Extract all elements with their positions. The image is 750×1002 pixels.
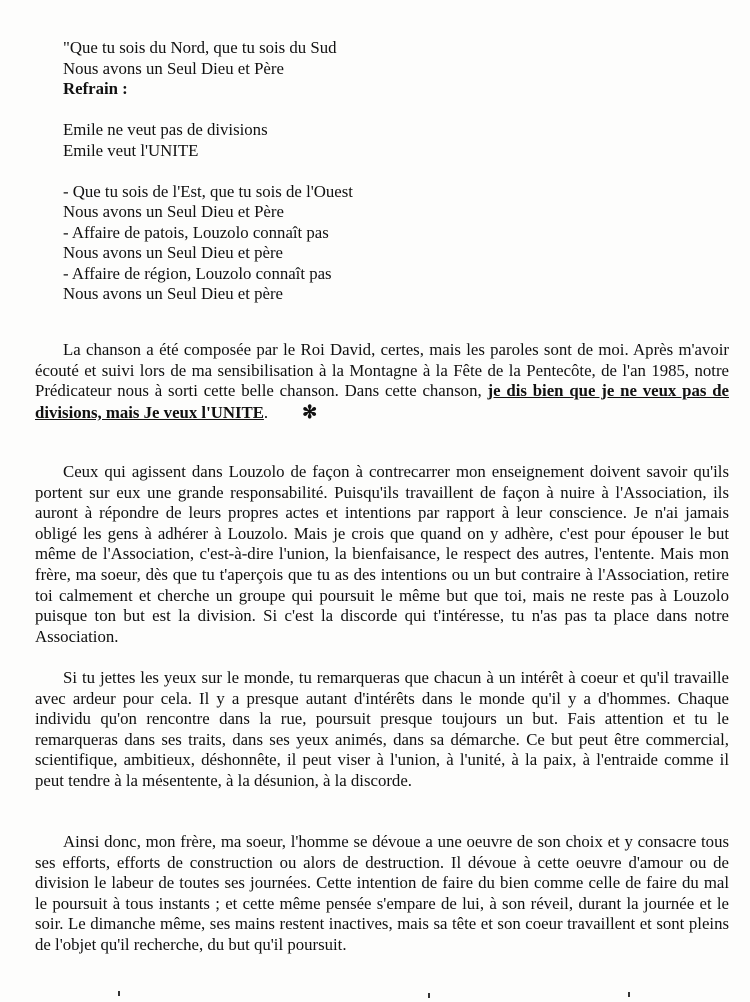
stanza-gap: [63, 100, 703, 121]
scan-speck: [628, 992, 630, 997]
song-line: Nous avons un Seul Dieu et père: [63, 243, 283, 262]
paragraph-text: [35, 340, 729, 423]
handwritten-asterisk-icon: ✻: [302, 401, 318, 422]
song-line: Nous avons un Seul Dieu et Père: [63, 202, 284, 221]
song-line: - Affaire de patois, Louzolo connaît pas: [63, 222, 329, 242]
paragraph-text: Ceux qui agissent dans Louzolo de façon à contrecarrer mon enseignement doivent savoir qu'ils portent sur eux une grande responsabilité. Puisqu'ils travaillent de façon à nuire à l'Association, ils auront à répondre de leurs propres actes et intentions par rapport à leur conscience. Je n'ai jamais obligé les gens à adhérer à Louzolo. Mais je crois que quand on y adhère, c'est pour épouser le but même de l'Association, c'est-à-dire l'union, la bienfaisance, le respect des autres, l'entente. Mais mon frère, ma soeur, dès que tu t'aperçois que tu as des intentions ou un but contraire à l'Association, retire toi calmement et cherche un groupe qui poursuit le même but que toi, mais ne reste pas à Louzolo puisque ton but est la division. Si c'est la discorde qui t'intéresse, tu n'as pas ta place dans notre Association.: [35, 462, 729, 646]
refrain-heading: Refrain :: [63, 79, 128, 98]
paragraph-tail: .: [263, 402, 269, 422]
song-line: - Que tu sois de l'Est, que tu sois de l'Ouest: [63, 181, 353, 201]
paragraph-responsibility: [35, 462, 729, 647]
stanza-gap: [63, 161, 703, 182]
song-line: Nous avons un Seul Dieu et père: [63, 284, 283, 303]
paragraph-text: Si tu jettes les yeux sur le monde, tu remarqueras que chacun à un intérêt à coeur et qu'il travaille avec ardeur pour cela. Il y a presque autant d'intérêts dans le monde qu'il y a d'hommes. Chaque individu qu'on rencontre dans la rue, poursuit presque toujours un but. Fais attention et tu le remarqueras dans ses traits, dans ses yeux animés, dans sa démarche. Ce but peut être commercial, scientifique, ambitieux, déshonnête, il peut viser à l'union, à l'unité, à la paix, à l'entraide comme il peut tendre à la mésentente, à la désunion, à la discorde.: [35, 668, 729, 790]
song-line: Nous avons un Seul Dieu et Père: [63, 58, 284, 78]
scan-speck: [428, 993, 430, 998]
paragraph-song-origin: [35, 340, 729, 423]
song-lyrics: [63, 38, 703, 305]
song-line: Emile ne veut pas de divisions: [63, 120, 268, 139]
paragraph-lead: La chanson a été composée par le Roi David, certes, mais les paroles sont de moi. Après m'avoir écouté et suivi lors de ma sensibilisation à la Montagne à la Fête de la Pentecôte, de l'an 1985, notre Prédicateur nous à sorti cette belle chanson. Dans cette chanson,: [35, 340, 729, 401]
paragraph-devotion: [35, 832, 729, 956]
song-line: Emile veut l'UNITE: [63, 140, 199, 160]
scan-speck: [118, 991, 120, 996]
paragraph-world-interests: [35, 668, 729, 792]
song-line: - Affaire de région, Louzolo connaît pas: [63, 263, 332, 283]
emphasized-statement: je dis bien que je ne veux pas de divisions, mais Je veux l'UNITE: [35, 381, 729, 422]
song-line: "Que tu sois du Nord, que tu sois du Sud: [63, 38, 337, 57]
paragraph-text: Ainsi donc, mon frère, ma soeur, l'homme se dévoue a une oeuvre de son choix et y consacre tous ses efforts, efforts de construction ou alors de destruction. Il dévoue à cette oeuvre d'amour ou de division le labeur de toutes ses journées. Cette intention de faire du bien comme celle de faire du mal le poursuit à tous instants ; et cette même pensée s'empare de lui, à son réveil, durant la journée et le soir. Le dimanche même, ses mains restent inactives, mais sa tête et son coeur travaillent et sont pleins de l'objet qu'il recherche, du but qu'il poursuit.: [35, 832, 729, 954]
